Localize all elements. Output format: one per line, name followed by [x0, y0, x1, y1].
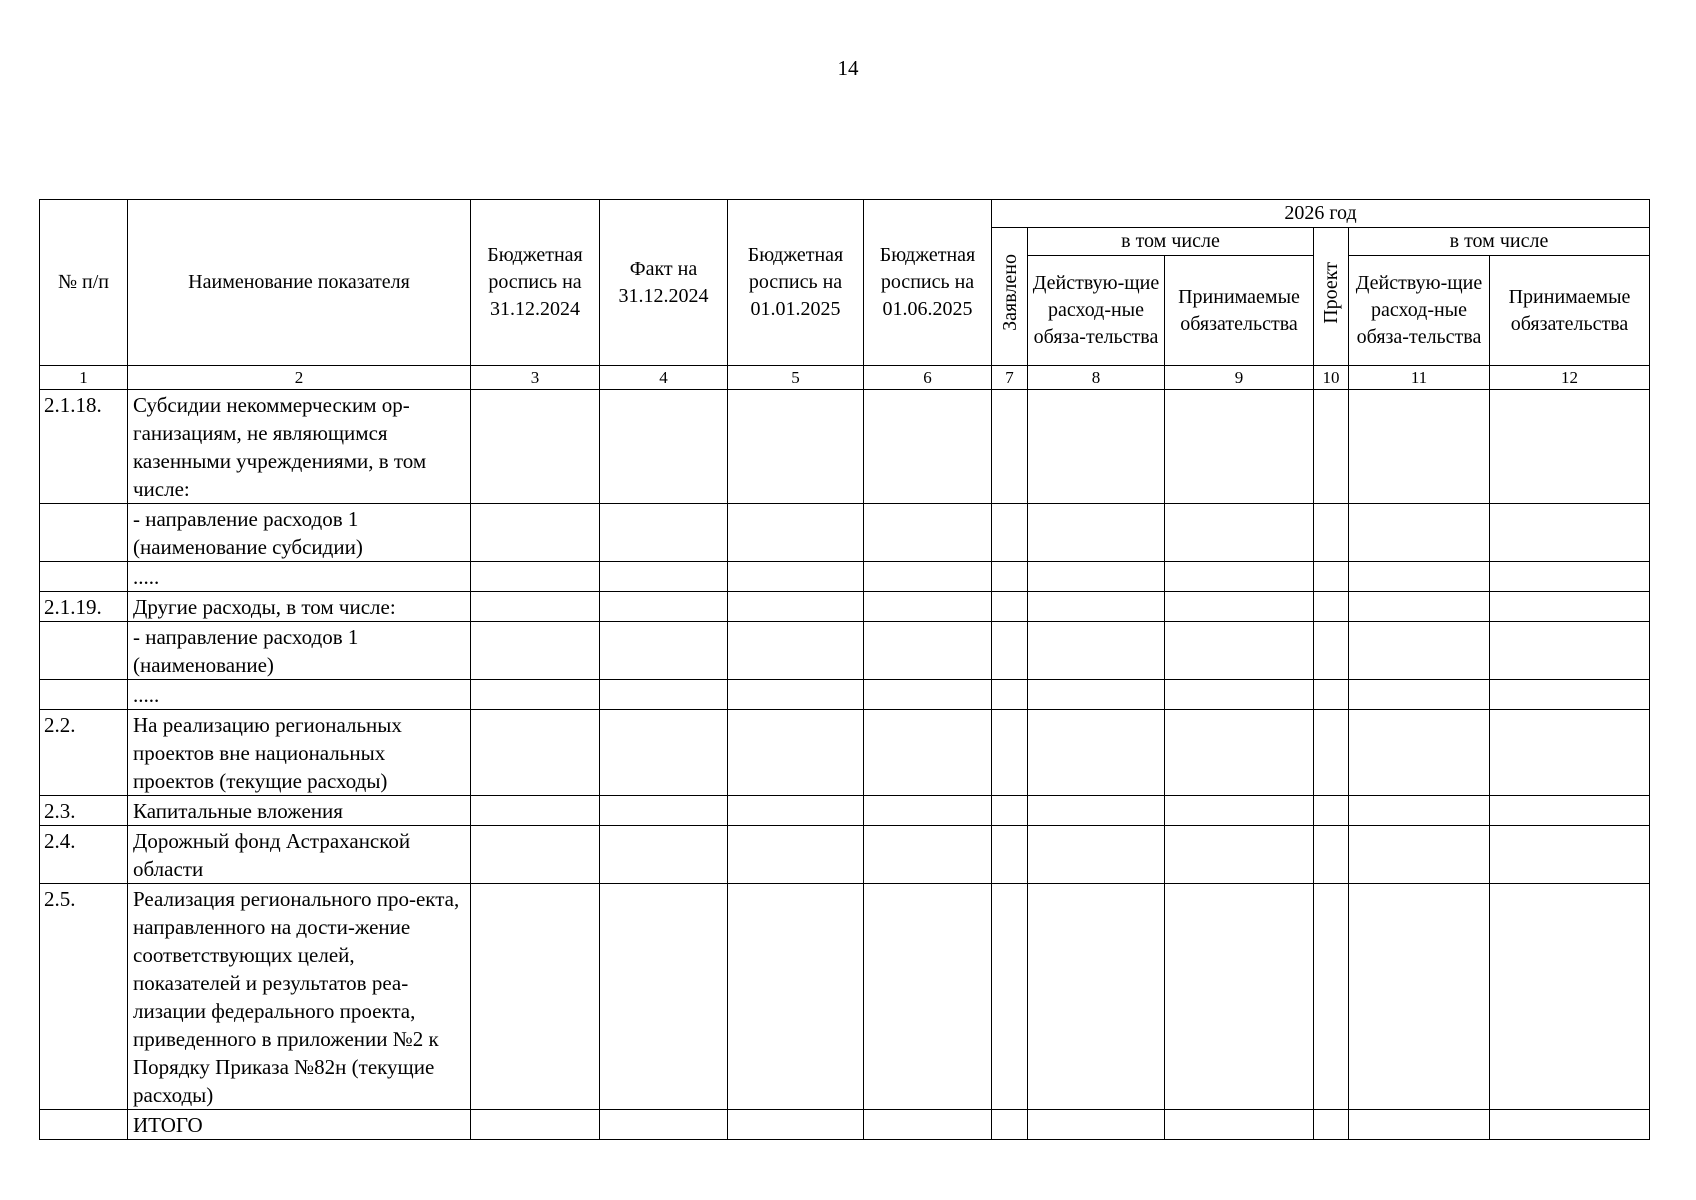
row-name: Дорожный фонд Астраханской области — [128, 826, 471, 884]
table-cell — [992, 622, 1028, 680]
table-cell — [1165, 592, 1314, 622]
table-cell — [471, 1110, 600, 1140]
table-cell — [600, 826, 728, 884]
table-cell — [1349, 622, 1490, 680]
table-cell — [1314, 1110, 1349, 1140]
table-cell — [864, 826, 992, 884]
table-cell — [1165, 562, 1314, 592]
table-cell — [992, 826, 1028, 884]
table-cell — [728, 562, 864, 592]
table-cell — [1314, 592, 1349, 622]
table-cell — [1349, 826, 1490, 884]
table-cell — [864, 680, 992, 710]
table-cell — [864, 1110, 992, 1140]
table-cell — [600, 390, 728, 504]
row-name: ..... — [128, 562, 471, 592]
header-including-2: в том числе — [1349, 228, 1650, 256]
table-cell — [864, 710, 992, 796]
table-cell — [1028, 884, 1165, 1110]
table-cell — [600, 710, 728, 796]
table-cell — [1028, 504, 1165, 562]
table-cell — [1165, 884, 1314, 1110]
row-name: - направление расходов 1 (наименование) — [128, 622, 471, 680]
table-cell — [471, 796, 600, 826]
row-number: 2.1.18. — [40, 390, 128, 504]
row-number — [40, 1110, 128, 1140]
page-number: 14 — [837, 56, 859, 80]
row-name: ..... — [128, 680, 471, 710]
table-cell — [728, 1110, 864, 1140]
table-cell — [864, 592, 992, 622]
row-name: - направление расходов 1 (наименование субсидии) — [128, 504, 471, 562]
table-cell — [1165, 622, 1314, 680]
table-cell — [600, 504, 728, 562]
row-name: Капитальные вложения — [128, 796, 471, 826]
table-cell — [471, 884, 600, 1110]
table-cell — [600, 562, 728, 592]
header-col-number: № п/п — [40, 200, 128, 366]
table-cell — [1314, 710, 1349, 796]
header-current-obligations-1: Действую-щие расход-ные обяза-тельства — [1028, 256, 1165, 366]
table-cell — [864, 504, 992, 562]
table-cell — [864, 562, 992, 592]
header-col-budget-0101: Бюджетная роспись на 01.01.2025 — [728, 200, 864, 366]
table-cell — [1490, 562, 1650, 592]
table-row — [40, 826, 1650, 884]
table-cell — [728, 592, 864, 622]
table-cell — [1028, 710, 1165, 796]
column-number: 9 — [1165, 366, 1314, 390]
header-year: 2026 год — [992, 200, 1650, 228]
header-accepted-obligations-1: Принимаемые обязательства — [1165, 256, 1314, 366]
table-cell — [471, 826, 600, 884]
row-number — [40, 562, 128, 592]
column-number: 10 — [1314, 366, 1349, 390]
column-number: 6 — [864, 366, 992, 390]
table-cell — [1349, 592, 1490, 622]
table-cell — [1165, 504, 1314, 562]
column-number: 5 — [728, 366, 864, 390]
table-cell — [1028, 1110, 1165, 1140]
header-including-1: в том числе — [1028, 228, 1314, 256]
row-number: 2.5. — [40, 884, 128, 1110]
row-number: 2.3. — [40, 796, 128, 826]
table-cell — [728, 884, 864, 1110]
column-number: 12 — [1490, 366, 1650, 390]
table-body — [40, 390, 1650, 1140]
column-number: 1 — [40, 366, 128, 390]
table-cell — [1028, 390, 1165, 504]
table-cell — [1165, 390, 1314, 504]
table-cell — [1165, 826, 1314, 884]
table-cell — [1349, 710, 1490, 796]
header-col-budget-0106: Бюджетная роспись на 01.06.2025 — [864, 200, 992, 366]
table-cell — [1314, 562, 1349, 592]
table-cell — [1314, 826, 1349, 884]
header-col-fact-2024: Факт на 31.12.2024 — [600, 200, 728, 366]
table-cell — [471, 562, 600, 592]
table-cell — [1349, 884, 1490, 1110]
header-project — [1314, 228, 1349, 366]
column-numbers-row — [40, 366, 1650, 390]
row-number: 2.4. — [40, 826, 128, 884]
table-cell — [864, 884, 992, 1110]
table-cell — [600, 622, 728, 680]
column-number: 3 — [471, 366, 600, 390]
table-row — [40, 592, 1650, 622]
table-cell — [1490, 622, 1650, 680]
table-cell — [1028, 680, 1165, 710]
table-cell — [471, 592, 600, 622]
table-cell — [600, 592, 728, 622]
table-cell — [1349, 504, 1490, 562]
table-cell — [471, 710, 600, 796]
table-cell — [1490, 884, 1650, 1110]
table-cell — [1165, 1110, 1314, 1140]
row-name: Субсидии некоммерческим ор-ганизациям, не являющимся казенными учреждениями, в том числе: — [128, 390, 471, 504]
table-header — [40, 200, 1650, 390]
table-cell — [600, 680, 728, 710]
table-cell — [1314, 504, 1349, 562]
table-cell — [1028, 622, 1165, 680]
table-cell — [992, 390, 1028, 504]
table-cell — [992, 504, 1028, 562]
column-number: 11 — [1349, 366, 1490, 390]
table-cell — [1165, 796, 1314, 826]
budget-table — [39, 199, 1650, 1140]
header-claimed-label: Заявлено — [998, 254, 1021, 331]
table-cell — [728, 622, 864, 680]
table-cell — [1490, 1110, 1650, 1140]
row-number: 2.1.19. — [40, 592, 128, 622]
table-cell — [864, 390, 992, 504]
table-cell — [992, 796, 1028, 826]
table-cell — [1490, 796, 1650, 826]
column-number: 8 — [1028, 366, 1165, 390]
table-cell — [728, 390, 864, 504]
table-cell — [728, 504, 864, 562]
table-row — [40, 796, 1650, 826]
table-cell — [1028, 796, 1165, 826]
table-cell — [1314, 622, 1349, 680]
row-name: ИТОГО — [128, 1110, 471, 1140]
table-cell — [992, 1110, 1028, 1140]
header-col-budget-2024: Бюджетная роспись на 31.12.2024 — [471, 200, 600, 366]
table-cell — [1349, 680, 1490, 710]
table-cell — [992, 562, 1028, 592]
table-cell — [600, 884, 728, 1110]
column-number: 7 — [992, 366, 1028, 390]
table-cell — [1490, 680, 1650, 710]
table-cell — [992, 884, 1028, 1110]
row-name: Другие расходы, в том числе: — [128, 592, 471, 622]
table-cell — [864, 622, 992, 680]
header-col-name: Наименование показателя — [128, 200, 471, 366]
column-number: 4 — [600, 366, 728, 390]
table-cell — [992, 680, 1028, 710]
table-cell — [1314, 680, 1349, 710]
table-cell — [471, 680, 600, 710]
table-cell — [1349, 796, 1490, 826]
table-row — [40, 504, 1650, 562]
table-cell — [992, 710, 1028, 796]
row-number — [40, 680, 128, 710]
table-cell — [1490, 390, 1650, 504]
table-cell — [600, 796, 728, 826]
table-cell — [728, 796, 864, 826]
table-cell — [1490, 504, 1650, 562]
table-row — [40, 680, 1650, 710]
row-number: 2.2. — [40, 710, 128, 796]
header-accepted-obligations-2: Принимаемые обязательства — [1490, 256, 1650, 366]
table-cell — [1028, 562, 1165, 592]
table-cell — [1165, 680, 1314, 710]
table-cell — [1314, 796, 1349, 826]
table-row — [40, 622, 1650, 680]
table-cell — [1028, 592, 1165, 622]
table-cell — [1314, 390, 1349, 504]
table-cell — [471, 622, 600, 680]
table-cell — [728, 710, 864, 796]
table-row — [40, 390, 1650, 504]
table-cell — [471, 390, 600, 504]
table-row — [40, 710, 1650, 796]
table-row — [40, 562, 1650, 592]
row-number — [40, 622, 128, 680]
table-cell — [1314, 884, 1349, 1110]
table-cell — [728, 680, 864, 710]
table-cell — [1349, 1110, 1490, 1140]
table-cell — [1490, 710, 1650, 796]
header-project-label: Проект — [1320, 261, 1342, 324]
table-row — [40, 884, 1650, 1110]
table-cell — [471, 504, 600, 562]
table-cell — [1490, 826, 1650, 884]
row-name: Реализация регионального про-екта, направленного на дости-жение соответствующих целей, показателей и результатов реа-лизации федерального проекта, приведенного в приложении №2 к Порядку Приказа №82н (текущие расходы) — [128, 884, 471, 1110]
row-number — [40, 504, 128, 562]
header-current-obligations-2: Действую-щие расход-ные обяза-тельства — [1349, 256, 1490, 366]
row-name: На реализацию региональных проектов вне национальных проектов (текущие расходы) — [128, 710, 471, 796]
table-cell — [992, 592, 1028, 622]
table-cell — [600, 1110, 728, 1140]
table-cell — [1165, 710, 1314, 796]
table-cell — [1490, 592, 1650, 622]
table-cell — [864, 796, 992, 826]
table-row — [40, 1110, 1650, 1140]
table-cell — [728, 826, 864, 884]
column-number: 2 — [128, 366, 471, 390]
table-cell — [1028, 826, 1165, 884]
header-claimed — [992, 228, 1028, 366]
table-cell — [1349, 562, 1490, 592]
table-cell — [1349, 390, 1490, 504]
